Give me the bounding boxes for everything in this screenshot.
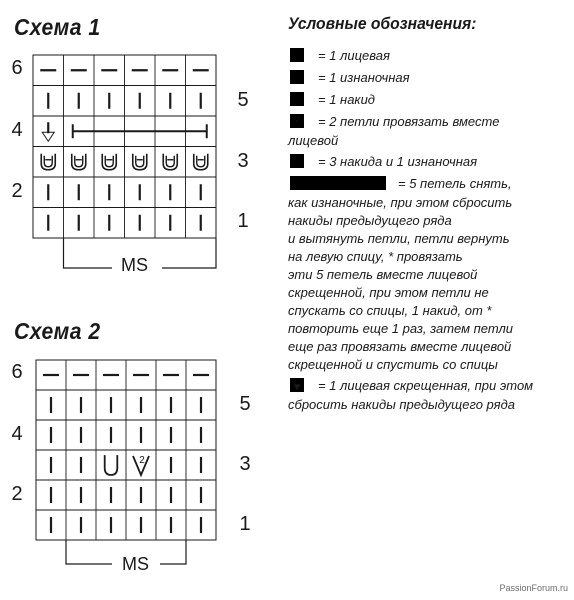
triple-yarn-over-symbol xyxy=(72,154,86,170)
legend-text: = 2 петли провязать вместе xyxy=(318,114,500,129)
legend-symbol xyxy=(289,175,387,196)
scheme-2-row-4: 4 xyxy=(11,423,23,445)
legend xyxy=(288,44,573,414)
legend-text-continuation: лицевой xyxy=(288,133,339,148)
legend-text-continuation: и вытянуть петли, петли вернуть xyxy=(288,231,510,246)
scheme-2-row-5: 5 xyxy=(239,393,251,415)
scheme-2-row-6: 6 xyxy=(11,361,23,383)
purl-stitch-icon xyxy=(289,69,305,85)
legend-item xyxy=(288,46,573,66)
legend-symbol xyxy=(289,153,305,174)
legend-text: = 1 лицевая xyxy=(318,48,390,63)
scheme-2-row-1: 1 xyxy=(239,513,251,535)
triple-yarn-over-icon xyxy=(289,153,305,169)
legend-text-continuation: еще раз провязать вместе лицевой xyxy=(288,339,512,354)
legend-item xyxy=(288,112,573,132)
legend-symbol xyxy=(289,47,305,68)
legend-item xyxy=(288,68,573,88)
knit-tbl-drop-arrow-symbol xyxy=(42,122,54,141)
watermark: PassionForum.ru xyxy=(499,583,568,593)
scheme-2-repeat-label: MS xyxy=(118,555,153,573)
legend-item xyxy=(288,90,573,110)
scheme-2-row-2: 2 xyxy=(11,483,23,505)
scheme-1-title: Схема 1 xyxy=(14,14,101,40)
slip-five-symbol xyxy=(73,124,207,138)
scheme-2-row-3: 3 xyxy=(239,453,251,475)
legend-text-continuation: сбросить накиды предыдущего ряда xyxy=(288,397,515,412)
scheme-1-row-5: 5 xyxy=(237,89,249,111)
legend-text-continuation: повторить еще 1 раз, затем петли xyxy=(288,321,513,336)
legend-text-continuation: как изнаночные, при этом сбросить xyxy=(288,195,513,210)
legend-item xyxy=(288,376,573,396)
triple-yarn-over-symbol xyxy=(163,154,177,170)
triple-yarn-over-symbol xyxy=(194,154,208,170)
legend-text-continuation: скрещенной и спустить со спицы xyxy=(288,357,498,372)
scheme-2-title: Схема 2 xyxy=(14,318,101,344)
chart-grid xyxy=(36,360,216,540)
svg-text:2: 2 xyxy=(139,455,145,466)
legend-text: = 1 лицевая скрещенная, при этом xyxy=(318,378,534,393)
scheme-1-chart xyxy=(0,0,250,230)
legend-title: Условные обозначения: xyxy=(288,14,477,33)
legend-text: = 1 накид xyxy=(318,92,375,107)
legend-text-continuation: накиды предыдущего ряда xyxy=(288,213,452,228)
slip-five-icon xyxy=(289,175,387,191)
legend-symbol xyxy=(289,377,305,398)
legend-text-continuation: эти 5 петель вместе лицевой xyxy=(288,267,478,282)
legend-symbol xyxy=(289,113,305,134)
legend-text-continuation: скрещенной, при этом петли не xyxy=(288,285,489,300)
scheme-1-row-6: 6 xyxy=(11,57,23,79)
scheme-1-row-3: 3 xyxy=(237,150,249,172)
legend-text-continuation: спускать со спицы, 1 накид, от * xyxy=(288,303,492,318)
k2tog-icon xyxy=(289,113,305,129)
legend-text-continuation: на левую спицу, * провязать xyxy=(288,249,463,264)
triple-yarn-over-symbol xyxy=(133,154,147,170)
legend-item xyxy=(288,152,573,172)
legend-text: = 3 накида и 1 изнаночная xyxy=(318,154,478,169)
knit-stitch-icon xyxy=(289,47,305,63)
triple-yarn-over-symbol xyxy=(102,154,116,170)
k2tog-symbol xyxy=(133,455,149,475)
scheme-1-row-1: 1 xyxy=(237,210,249,232)
triple-yarn-over-symbol xyxy=(41,154,55,170)
legend-text: = 1 изнаночная xyxy=(318,70,410,85)
scheme-1-repeat-label: MS xyxy=(117,256,152,274)
knit-tbl-drop-icon xyxy=(289,377,305,393)
legend-text: = 5 петель снять, xyxy=(398,176,512,191)
legend-symbol xyxy=(289,91,305,112)
scheme-1-row-2: 2 xyxy=(11,180,23,202)
scheme-1-row-4: 4 xyxy=(11,119,23,141)
yarn-over-icon xyxy=(289,91,305,107)
legend-symbol xyxy=(289,69,305,90)
legend-item xyxy=(288,174,573,194)
chart-grid xyxy=(33,55,216,238)
yarn-over-symbol xyxy=(105,455,118,475)
svg-text:2: 2 xyxy=(295,117,299,124)
